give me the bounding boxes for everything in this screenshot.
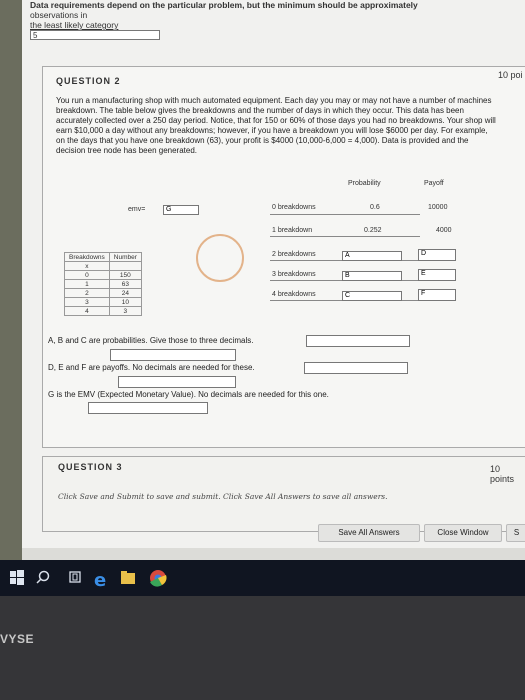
task-view-icon[interactable] <box>70 572 80 582</box>
taskbar <box>0 560 525 596</box>
probabilities-extra-field[interactable] <box>110 349 236 361</box>
monitor-bezel <box>0 596 525 700</box>
search-icon[interactable] <box>37 572 49 584</box>
branch-label-2: 2 breakdowns <box>272 251 316 258</box>
emv-label: emv= <box>128 206 146 213</box>
question-2-text: You run a manufacturing shop with much automated equipment. Each day you may or may not have a number of machines breakdown. The table below gives the breakdowns and the number of days in which they occur. This data has been accurately collected over a 250 day period. Notice, that for 150 or 60% of those days you had no breakdowns. Your shop will earn $10,000 a day without any breakdowns; however, if you have a breakdown you will lose $6000 per day. For example, on the days that you have one breakdown (63), your profit is $4000 (10,000-6,000 = 4,000). Data is provided and the decision tree node has been generated. <box>56 96 496 155</box>
table-cell: 4 <box>65 307 110 316</box>
observations-line: observations in <box>30 10 88 20</box>
left-edge <box>0 0 22 560</box>
table-row <box>65 280 142 289</box>
branch-line-1 <box>270 236 420 237</box>
payoff-field-f[interactable]: F <box>418 289 456 301</box>
previous-question-tail <box>30 0 418 40</box>
branch-prob-1: 0.252 <box>364 227 382 234</box>
table-cell: 63 <box>109 280 141 289</box>
branch-label-0: 0 breakdowns <box>272 204 316 211</box>
question-2-title: QUESTION 2 <box>56 76 121 86</box>
probabilities-note: A, B and C are probabilities. Give those to three decimals. <box>48 336 254 345</box>
close-window-button[interactable]: Close Window <box>424 524 502 542</box>
branch-payoff-0: 10000 <box>428 204 448 211</box>
emv-note: G is the EMV (Expected Monetary Value). No decimals are needed for this one. <box>48 390 329 399</box>
probability-field-a[interactable]: A <box>342 251 402 261</box>
requirements-line: Data requirements depend on the particular problem, but the minimum should be approximately <box>30 0 418 10</box>
emv-field-g[interactable]: G <box>163 205 199 215</box>
save-all-answers-button[interactable]: Save All Answers <box>318 524 420 542</box>
question-2-points: 10 poi <box>498 70 523 80</box>
table-cell: 1 <box>65 280 110 289</box>
branch-label-3: 3 breakdowns <box>272 271 316 278</box>
payoffs-answer-field[interactable] <box>304 362 408 374</box>
probability-field-b[interactable]: B <box>342 271 402 281</box>
table-row <box>65 262 142 271</box>
emv-answer-field[interactable] <box>88 402 208 414</box>
branch-line-0 <box>270 214 420 215</box>
payoffs-note: D, E and F are payoffs. No decimals are needed for these. <box>48 363 255 372</box>
branch-label-1: 1 breakdown <box>272 227 313 234</box>
table-row <box>65 271 142 280</box>
table-cell: 0 <box>65 271 110 280</box>
probabilities-answer-field[interactable] <box>306 335 410 347</box>
table-cell <box>109 262 141 271</box>
save-and-submit-button[interactable]: S <box>506 524 525 542</box>
payoff-header: Payoff <box>424 180 444 187</box>
branch-label-4: 4 breakdowns <box>272 291 316 298</box>
table-cell: x <box>65 262 110 271</box>
payoff-field-e[interactable]: E <box>418 269 456 281</box>
edge-browser-icon[interactable] <box>94 570 106 591</box>
previous-answer-field[interactable]: 5 <box>30 30 160 40</box>
file-explorer-icon[interactable] <box>121 571 135 584</box>
question-3-title: QUESTION 3 <box>58 462 123 472</box>
payoff-field-d[interactable]: D <box>418 249 456 261</box>
payoffs-extra-field[interactable] <box>118 376 236 388</box>
table-cell: 2 <box>65 289 110 298</box>
probability-field-c[interactable]: C <box>342 291 402 301</box>
branch-prob-0: 0.6 <box>370 204 380 211</box>
question-3-points: 10 points <box>490 464 515 484</box>
table-row <box>65 289 142 298</box>
table-header-number: Number <box>109 253 141 262</box>
chrome-icon[interactable] <box>150 570 167 587</box>
probability-header: Probability <box>348 180 381 187</box>
svg-text:e: e <box>94 570 107 591</box>
table-cell: 3 <box>65 298 110 307</box>
decision-node-circle <box>196 234 244 282</box>
monitor-brand-logo: VYSE <box>0 632 35 646</box>
table-cell: 150 <box>109 271 141 280</box>
taskbar-icons <box>0 560 525 596</box>
table-cell: 3 <box>109 307 141 316</box>
breakdown-table <box>64 252 142 316</box>
table-row <box>65 298 142 307</box>
branch-payoff-1: 4000 <box>436 227 452 234</box>
table-cell: 10 <box>109 298 141 307</box>
save-instructions: Click Save and Submit to save and submit. Click Save All Answers to save all answers. <box>58 492 388 501</box>
windows-start-icon[interactable] <box>10 570 24 585</box>
table-cell: 24 <box>109 289 141 298</box>
table-header-breakdowns: Breakdowns <box>65 253 110 262</box>
table-row <box>65 307 142 316</box>
least-category-line: the least likely category <box>30 20 119 30</box>
